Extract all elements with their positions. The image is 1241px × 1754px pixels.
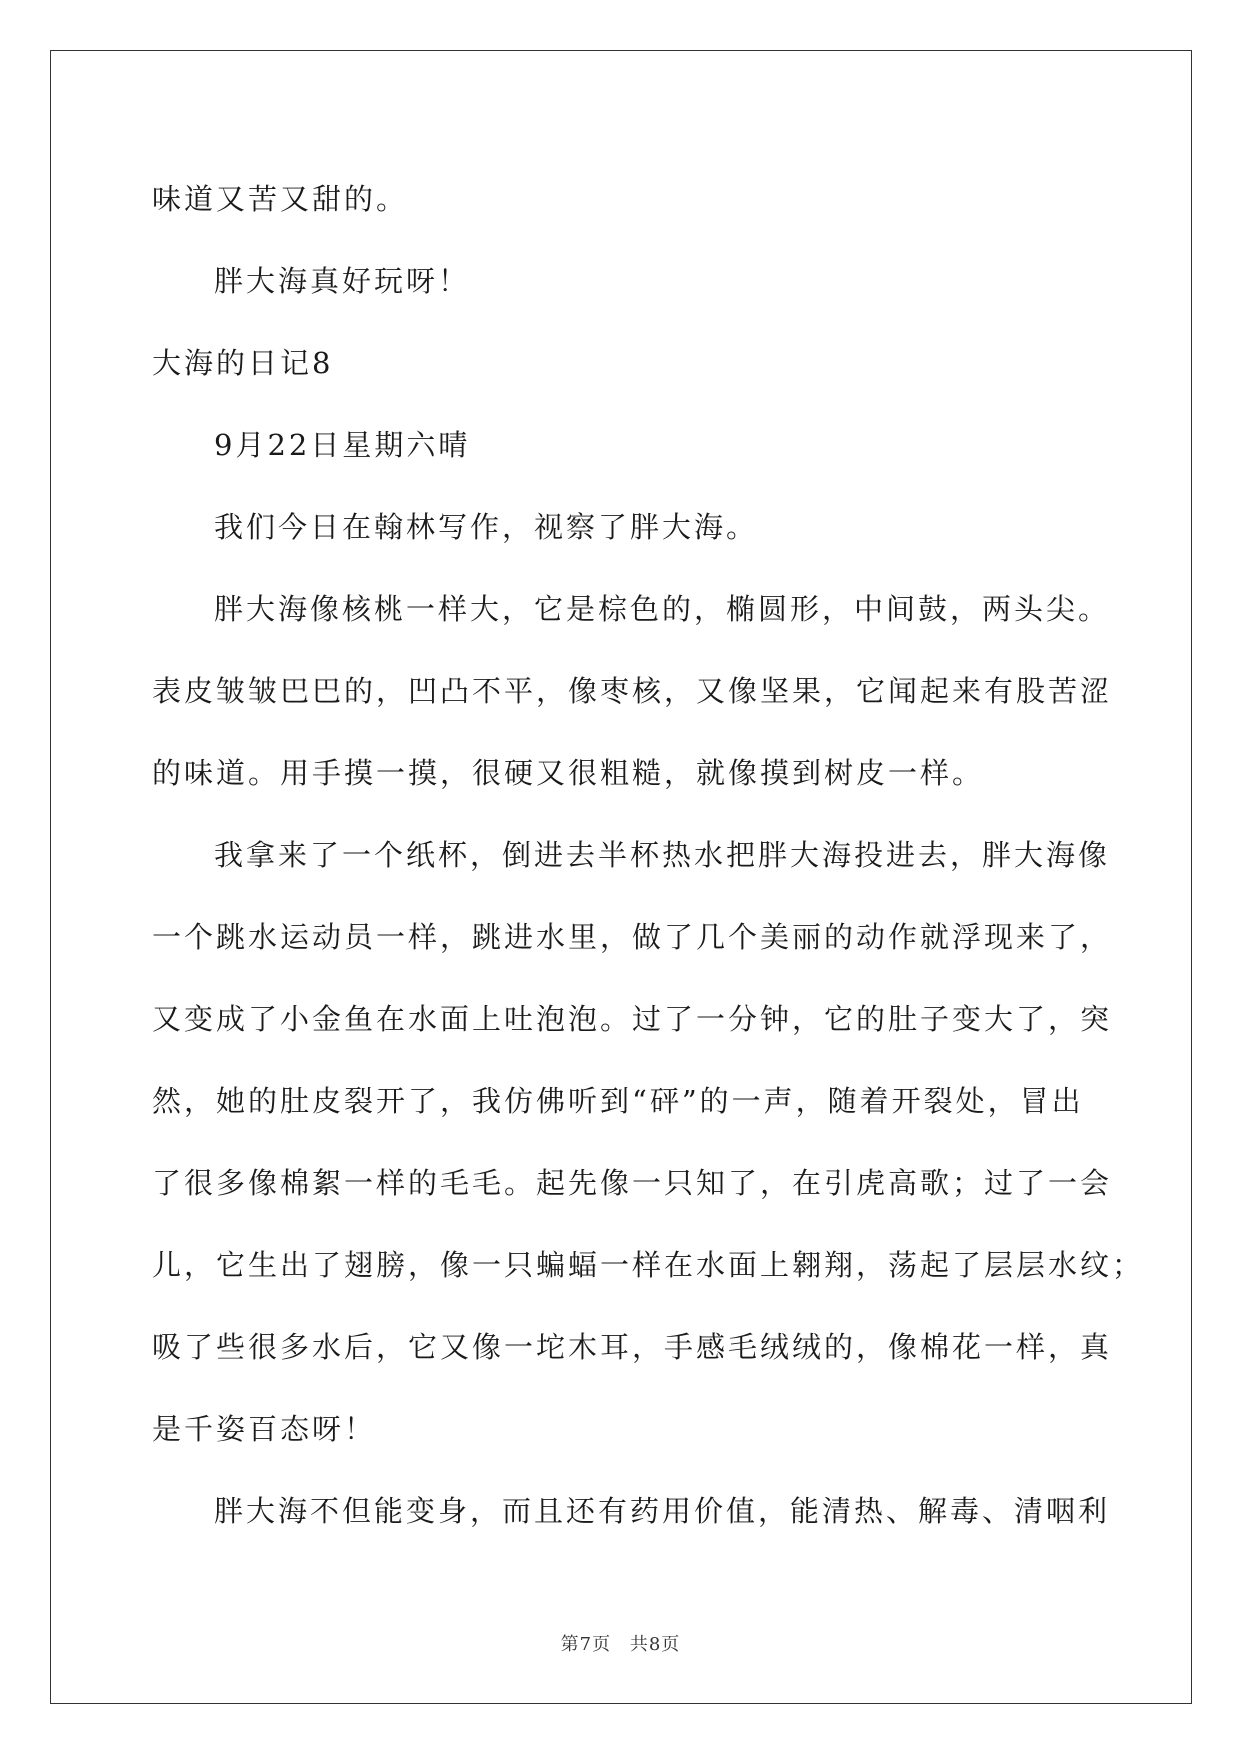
page-number: 第7页 — [560, 1634, 612, 1655]
text-line: 然，她的肚皮裂开了，我仿佛听到“砰”的一声，随着开裂处，冒出 — [152, 1084, 1084, 1118]
text-line: 吸了些很多水后，它又像一坨木耳，手感毛绒绒的，像棉花一样，真 — [152, 1330, 1113, 1364]
text-line: 味道又苦又甜的。 — [152, 182, 409, 216]
section-title: 大海的日记8 — [152, 346, 334, 380]
document-body — [152, 158, 1145, 1552]
text-line: 又变成了小金鱼在水面上吐泡泡。过了一分钟，它的肚子变大了，突 — [152, 1002, 1113, 1036]
text-line: 儿，它生出了翅膀，像一只蝙蝠一样在水面上翱翔，荡起了层层水纹； — [152, 1248, 1145, 1282]
page-footer — [0, 1630, 1241, 1656]
text-line: 的味道。用手摸一摸，很硬又很粗糙，就像摸到树皮一样。 — [152, 756, 985, 790]
text-line: 了很多像棉絮一样的毛毛。起先像一只知了，在引虎高歌；过了一会 — [152, 1166, 1113, 1200]
diary-date: 9月22日星期六晴 — [214, 428, 471, 462]
text-line: 胖大海不但能变身，而且还有药用价值，能清热、解毒、清咽利 — [214, 1494, 1111, 1528]
text-line: 胖大海真好玩呀！ — [214, 264, 471, 298]
text-line: 胖大海像核桃一样大，它是棕色的，椭圆形，中间鼓，两头尖。 — [214, 592, 1111, 626]
text-line: 一个跳水运动员一样，跳进水里，做了几个美丽的动作就浮现来了， — [152, 920, 1113, 954]
text-line: 表皮皱皱巴巴的，凹凸不平，像枣核，又像坚果，它闻起来有股苦涩 — [152, 674, 1113, 708]
page-total: 共8页 — [629, 1634, 681, 1655]
text-line: 我拿来了一个纸杯，倒进去半杯热水把胖大海投进去，胖大海像 — [214, 838, 1111, 872]
text-line: 是千姿百态呀！ — [152, 1412, 377, 1446]
text-line: 我们今日在翰林写作，视察了胖大海。 — [214, 510, 759, 544]
